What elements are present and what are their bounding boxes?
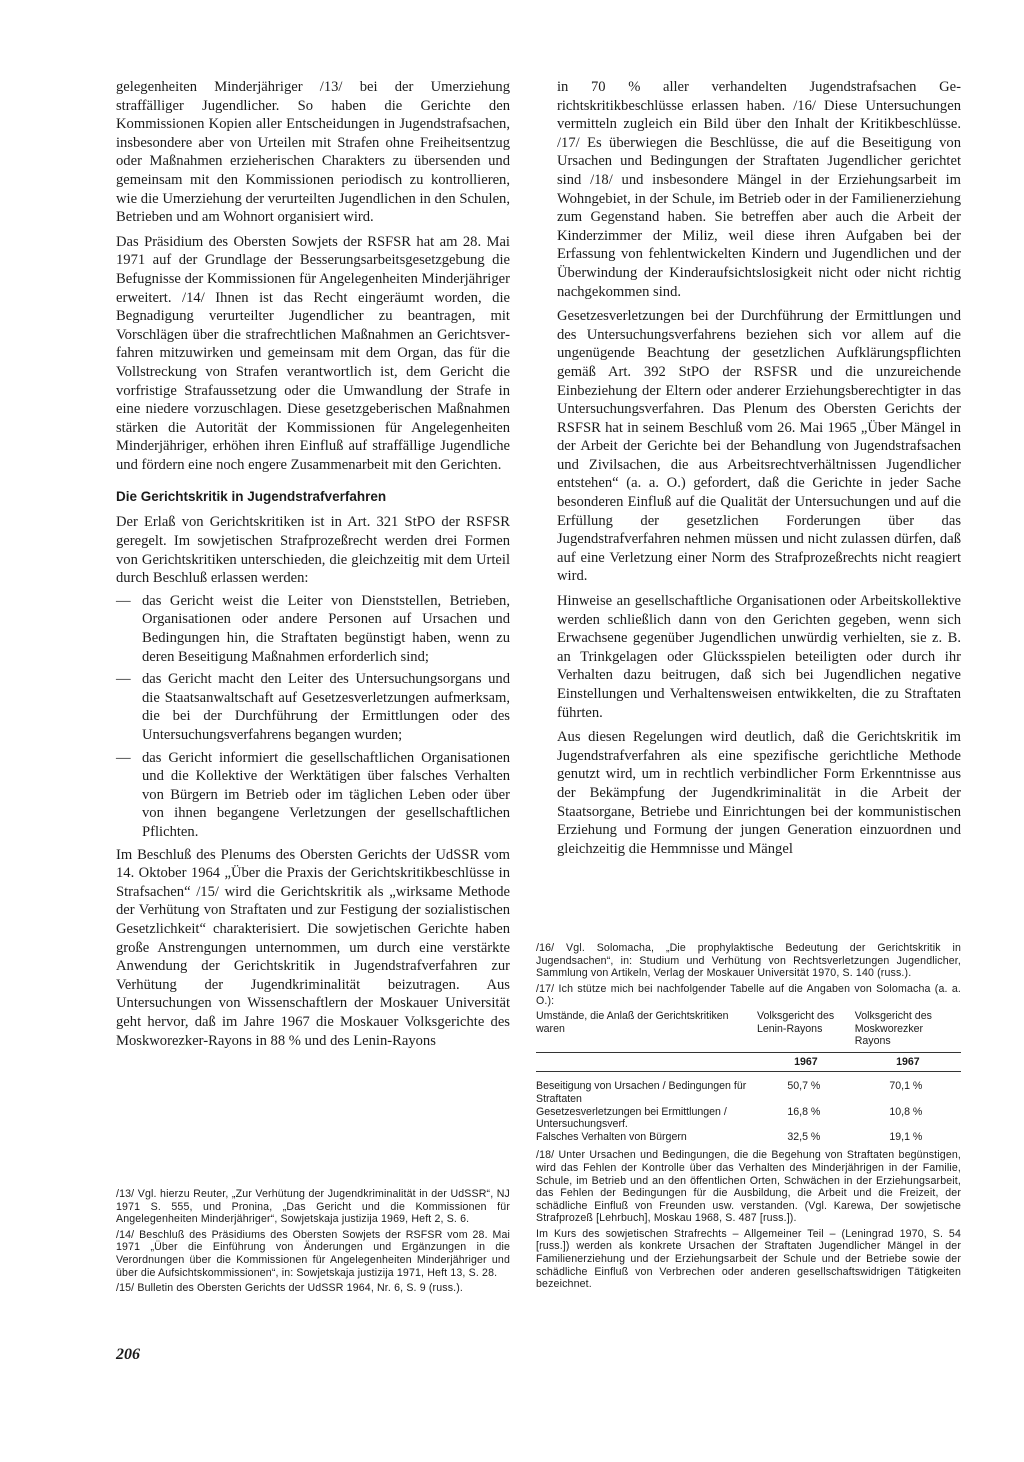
list-item-text: das Gericht macht den Leiter des Untersuchungsorgans und die Staatsanwaltschaft auf Gesetzesverletzungen aufmerksam, die bei der Durchführung der Ermittlungen oder des Untersuchungsverfahrens begangen wurden; (142, 671, 510, 743)
list-item-text: das Gericht informiert die gesellschaftlichen Organisationen und die Kollektive der Werktätigen über falsches Verhalten von Bürgern im Betrieb oder im täglichen Leben oder über von ihnen begangene Verletzungen der gesellschaftlichen Pflichten. (142, 749, 510, 840)
dash-bullet: — (116, 749, 131, 766)
paragraph: Im Beschluß des Plenums des Obersten Gerichts der UdSSR vom 14. Oktober 1964 „Über die Praxis der Gerichtskritikbeschlüsse in Strafsachen“ /15/ wird die Gerichtskritik als „wirksame Methode der Verhütung von Straftaten und zur Festigung der sozialistischen Gesetzlichkeit“ charakterisiert. Die sowjetischen Gerichte haben große Anstrengungen unternommen, um durch eine verstärkte Anwendung der Gerichtskritik in Jugendstrafverfahren zur Verhütung der Jugendkriminalität beizutragen. Aus Untersuchungen von Wissenschaftlern der Moskauer Universität geht hervor, daß im Jahre 1967 die Moskauer Volksgerichte des Moskworezker-Rayons in 88 % und des Lenin-Rayons (116, 846, 510, 1049)
footnote: /17/ Ich stütze mich bei nachfolgender Tabelle auf die Angaben von Solomacha (a. a. O.): (536, 982, 961, 1008)
paragraph: in 70 % aller verhandelten Jugendstrafsachen Gerichtskritikbeschlüsse erlassen haben. /16/ Diese Untersuchungen vermitteln zugleich ein Bild über den Inhalt der Kritikbeschlüsse. /17/ Es überwiegen die Beschlüsse, die auf die Beseitigung von Ursachen und Bedingungen der Straftaten Jugendlicher gerichtet sind /18/ und insbesondere Mängel in der Erziehungsarbeit im Wohngebiet, in der Schule, im Betrieb oder in der Familienerziehung zum Gegenstand haben. Sie betreffen aber auch die Arbeit der Kinderzimmer der Miliz, weil diese ihren Aufgaben bei der Erfassung von fehlentwickelten Kindern und Jugendlichen und der Überwindung der Kinderaufsichtslosigkeit nicht oder nicht richtig nachgekommen sind. (557, 79, 961, 300)
footnote: /15/ Bulletin des Obersten Gerichts der UdSSR 1964, Nr. 6, S. 9 (russ.). (116, 1282, 464, 1295)
list-item-text: das Gericht weist die Leiter von Dienststellen, Betrieben, Organisationen oder andere Personen auf Ursachen und Bedingungen hin, die Straftaten begünstigt haben, wenn zu deren Beseitigung Maßnahmen erforderlich sind; (142, 592, 510, 665)
footnotes-right (536, 942, 961, 1294)
page-number: 206 (116, 1346, 140, 1363)
list-item (116, 670, 510, 744)
left-column (116, 78, 510, 1056)
paragraph: Gesetzesverletzungen bei der Durchführung der Ermittlungen und des Untersuchungsverfahrens beziehen sich vor allem auf die ungenügende Beachtung der gesetzlichen Aufklärungspflichten gemäß Art. 392 StPO der RSFSR und die unzureichende Einbeziehung der Eltern oder anderer Erziehungsberechtigter in das Untersuchungsverfahren. Das Plenum des Obersten Gerichts der RSFSR hat in seinem Beschluß vom 26. Mai 1965 „Über Mängel in der Arbeit der Gerichte bei der Behandlung von Jugendstrafsachen und Zivilsachen, die aus Arbeitsrechtverhältnissen Jugendlicher entstehen“ (a. a. O.) gefordert, daß die Gerichte in jeder Sache besonderen Einfluß auf die Qualität der Untersuchungen und auf die Erfüllung der gesetzlichen Forderungen über das Jugendstrafverfahren nehmen müssen und nicht zulassen dürfen, daß auf eine Verletzung einer Norm des Strafprozeßrechts nicht reagiert wird. (557, 308, 961, 585)
table-year: 1967 (855, 1052, 961, 1072)
table-row (536, 1106, 961, 1131)
footnote: Im Kurs des sowjetischen Strafrechts – Allgemeiner Teil – (Leningrad 1970, S. 54 [russ.]) werden als konkrete Ursachen der Straftaten Jugendlicher Mängel in der Familienerziehung und der Erziehungsarbeit der Schule und der Betriebe sowie der schädliche Einfluß von Verbrechen oder anderen gesellschaftswidrigen Tätigkeiten bezeichnet. (536, 1227, 961, 1291)
table-year-row (536, 1052, 961, 1072)
footnote: /18/ Unter Ursachen und Bedingungen, die die Begehung von Straftaten begünstigen, wird das Fehlen der Kontrolle über das Verhalten des Minderjährigen in der Familie, Schule, im Betrieb und an den öffentlichen Orten, Schwächen in der Erziehungsarbeit, das Fehlen der Bedingungen für die Ausbildung, die Arbeit und die Freizeit, der schädliche Einfluß von Freunden usw. verstanden. (Vgl. Karewa, Der sowjetische Strafprozeß [Lehrbuch], Moskau 1968, S. 487 [russ.]). (536, 1149, 961, 1225)
right-column (557, 78, 961, 864)
paragraph: Der Erlaß von Gerichtskritiken ist in Art. 321 StPO der RSFSR geregelt. Im sowjetischen Strafprozeßrecht werden drei Formen von Gerichtskritiken unterschieden, die gleichzeitig mit dem Urteil durch Beschluß erlassen werden: (116, 514, 510, 587)
dash-list (116, 592, 510, 842)
table-cell-value: 16,8 % (787, 1105, 821, 1118)
table-cell-value: 32,5 % (787, 1130, 821, 1143)
paragraph: Hinweise an gesellschaftliche Organisationen oder Arbeitskollektive werden schließlich dann von den Gerichten gegeben, wenn sich Erwachsene gegenüber Jugendlichen unwürdig verhielten, sie z. B. an Trinkgelagen oder Glücksspielen beteiligten oder durch ihr Verhalten dazu beitrugen, daß sich bei Jugendlichen negative Einstellungen und Verhaltensweisen entwikkelten, die zu Straftaten führten. (557, 593, 961, 721)
table-header: Volksgericht des Lenin-Rayons (757, 1009, 835, 1035)
table-header-row (536, 1010, 961, 1052)
table-cell-value: 19,1 % (889, 1130, 923, 1143)
table-row (536, 1080, 961, 1105)
list-item (116, 749, 510, 842)
table-year: 1967 (757, 1052, 855, 1072)
section-heading: Die Gerichtskritik in Jugendstrafverfahren (116, 489, 387, 505)
paragraph: Das Präsidium des Obersten Sowjets der RSFSR hat am 28. Mai 1971 auf der Grundlage der Besserungsarbeitsgesetzgebung die Befugnisse der Kommissionen für Angelegenheiten Minderjähriger erweitert. /14/ Ihnen ist das Recht eingeräumt worden, die Begnadigung verurteilter Jugendlicher zu beantragen, mit Vorschlägen über die strafrechtlichen Maßnahmen an Gerichtsverfahren mitzuwirken und gemeinsam mit dem Organ, das für die Vollstreckung von Strafen verantwortlich ist, dem Gericht die vorfristige Strafaussetzung oder die Umwandlung der Strafe in eine niedere vorzuschlagen. Diese gesetzgeberischen Maßnahmen stärken die Autorität der Kommissionen für Angelegenheiten Minderjähriger, erhöhen ihren Einfluß auf straffällige Jugendliche und fördern eine noch engere Zusammenarbeit mit den Gerichten. (116, 233, 510, 473)
table-cell-value: 10,8 % (889, 1105, 923, 1118)
table-cell-value: 70,1 % (889, 1080, 923, 1093)
footnote: /16/ Vgl. Solomacha, „Die prophylaktische Bedeutung der Gerichtskritik in Jugendsachen“, in: Studium und Verhütung von Rechtsverletzungen Jugendlicher, Sammlung von Artikeln, Verlag der Moskauer Universität 1970, S. 140 (russ.). (536, 942, 961, 980)
table-header: Volksgericht des Moskworezker Rayons (854, 1009, 932, 1048)
footnote: /14/ Beschluß des Präsidiums des Obersten Sowjets der RSFSR vom 28. Mai 1971 „Über die Einführung von Änderungen und Ergänzungen in die Verordnungen über die Kommissionen für Angelegenheiten Minderjähriger und über die Aufsichtskommissionen“, in: Sowjetskaja justizija 1971, Heft 13, S. 28. (116, 1228, 510, 1279)
dash-bullet: — (116, 671, 131, 688)
footnotes-left (116, 1188, 510, 1298)
paragraph: gelegenheiten Minderjähriger /13/ bei der Umerziehung straffälliger Jugendlicher. So haben die Gerichte den Kommissionen Kopien aller Entscheidungen in Jugendstrafsachen, insbesondere aber von Urteilen mit Strafen ohne Freiheitsentzug oder Maßnahmen erzieherischen Charakters zu übersenden und gemeinsam mit den Kommissionen periodisch zu kontrollieren, wie die Umerziehung der verurteilten Jugendlichen in den Schulen, Betrieben und am Wohnort organisiert wird. (116, 79, 510, 226)
table-row (536, 1131, 961, 1144)
paragraph: Aus diesen Regelungen wird deutlich, daß die Gerichtskritik im Jugendstrafverfahren als eine spezifische gerichtliche Methode genutzt wird, um in rechtlich verbindlicher Form Erkenntnisse aus der Bekämpfung der Jugendkriminalität in die Arbeit der Staatsorgane, Betriebe und Einrichtungen bei der kommunistischen Erziehung und Formung der jungen Generation einzuordnen und gleichzeitig die Hemmnisse und Mängel (557, 729, 961, 857)
table-cell-value: 50,7 % (787, 1080, 821, 1093)
table-cell-label: Falsches Verhalten von Bürgern (536, 1130, 687, 1143)
list-item (116, 592, 510, 666)
dash-bullet: — (116, 592, 131, 609)
footnote-table (536, 1010, 961, 1143)
footnote: /13/ Vgl. hierzu Reuter, „Zur Verhütung der Jugendkriminalität in der UdSSR“, NJ 1971 S. 555, und Pronina, „Das Gericht und die Kommissionen für Angelegenheiten Minderjähriger“, Sowjetskaja justizija 1969, Heft 2, S. 6. (116, 1188, 510, 1226)
table-cell-label: Gesetzesverletzungen bei Ermittlungen / Untersuchungsverf. (536, 1105, 727, 1131)
table-header: Umstände, die Anlaß der Gerichtskritiken waren (536, 1009, 729, 1035)
table-cell-label: Beseitigung von Ursachen / Bedingungen für Straftaten (536, 1080, 747, 1105)
